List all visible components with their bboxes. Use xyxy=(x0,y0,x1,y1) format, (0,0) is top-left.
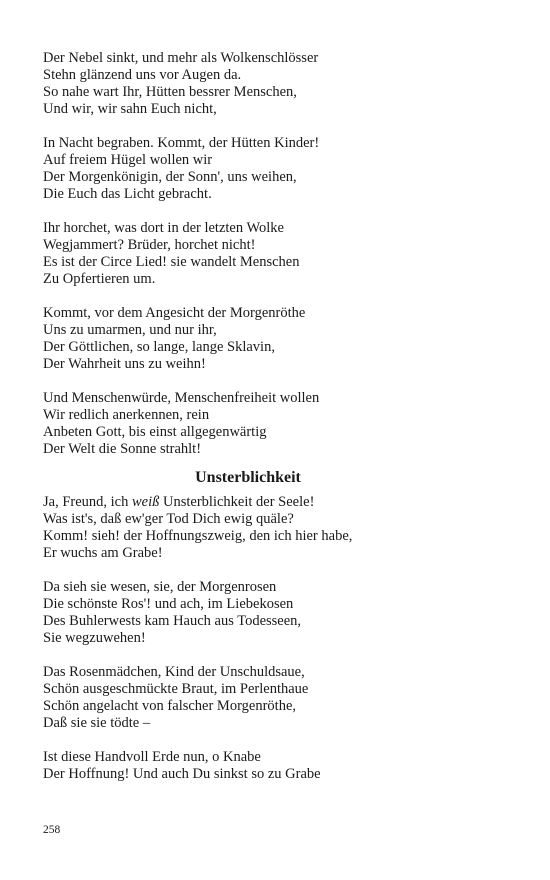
verse-line: So nahe wart Ihr, Hütten bessrer Menschen, xyxy=(43,84,297,100)
verse-line: In Nacht begraben. Kommt, der Hütten Kinder! xyxy=(43,135,320,151)
emphasized-word: weiß xyxy=(132,494,160,510)
verse-line: Anbeten Gott, bis einst allgegenwärtig xyxy=(43,424,267,440)
stanza xyxy=(43,220,513,288)
verse-line: Wegjammert? Brüder, horchet nicht! xyxy=(43,237,256,253)
verse-line: Sie wegzuwehen! xyxy=(43,630,146,646)
verse-line: Schön angelacht von falscher Morgenröthe, xyxy=(43,698,296,714)
stanza xyxy=(43,50,513,118)
verse-line: Auf freiem Hügel wollen wir xyxy=(43,152,213,168)
stanza xyxy=(43,664,513,732)
verse-line: Die schönste Ros'! und ach, im Liebekosen xyxy=(43,596,294,612)
verse-line: Wir redlich anerkennen, rein xyxy=(43,407,210,423)
verse-line-text: Ja, Freund, ich xyxy=(43,494,132,510)
verse-line: Der Wahrheit uns zu weihn! xyxy=(43,356,206,372)
page-number: 258 xyxy=(43,824,61,836)
verse-line: Kommt, vor dem Angesicht der Morgenröthe xyxy=(43,305,306,321)
stanza-gap xyxy=(43,288,513,305)
verse-line: Er wuchs am Grabe! xyxy=(43,545,163,561)
verse-line: Und wir, wir sahn Euch nicht, xyxy=(43,101,217,117)
verse-line: Daß sie sie tödte – xyxy=(43,715,151,731)
text-block xyxy=(43,50,513,783)
verse-line: Uns zu umarmen, und nur ihr, xyxy=(43,322,217,338)
verse-line: Des Buhlerwests kam Hauch aus Todesseen, xyxy=(43,613,302,629)
poem-1 xyxy=(43,50,513,458)
verse-line: Die Euch das Licht gebracht. xyxy=(43,186,212,202)
verse-line: Der Göttlichen, so lange, lange Sklavin, xyxy=(43,339,275,355)
stanza xyxy=(43,305,513,373)
stanza xyxy=(43,749,513,783)
stanza-gap xyxy=(43,647,513,664)
verse-line: Das Rosenmädchen, Kind der Unschuldsaue, xyxy=(43,664,305,680)
stanza xyxy=(43,135,513,203)
poem-2 xyxy=(43,468,513,783)
verse-line: Der Nebel sinkt, und mehr als Wolkenschlösser xyxy=(43,50,319,66)
verse-line: Der Hoffnung! Und auch Du sinkst so zu Grabe xyxy=(43,766,321,782)
verse-line: Es ist der Circe Lied! sie wandelt Menschen xyxy=(43,254,300,270)
verse-line: Und Menschenwürde, Menschenfreiheit wollen xyxy=(43,390,320,406)
verse-line: Zu Opfertieren um. xyxy=(43,271,156,287)
verse-line: Ist diese Handvoll Erde nun, o Knabe xyxy=(43,749,261,765)
verse-line: Komm! sieh! der Hoffnungszweig, den ich hier habe, xyxy=(43,528,353,544)
verse-line xyxy=(43,494,513,511)
verse-line: Da sieh sie wesen, sie, der Morgenrosen xyxy=(43,579,277,595)
stanza xyxy=(43,579,513,647)
verse-line: Schön ausgeschmückte Braut, im Perlenthaue xyxy=(43,681,309,697)
stanza-gap xyxy=(43,732,513,749)
verse-line: Der Welt die Sonne strahlt! xyxy=(43,441,202,457)
verse-line: Ihr horchet, was dort in der letzten Wolke xyxy=(43,220,284,236)
stanza-gap xyxy=(43,373,513,390)
stanza xyxy=(43,390,513,458)
verse-line: Stehn glänzend uns vor Augen da. xyxy=(43,67,242,83)
verse-line-text: Unsterblichkeit der Seele! xyxy=(159,494,315,510)
verse-line: Der Morgenkönigin, der Sonn', uns weihen, xyxy=(43,169,297,185)
poem-title: Unsterblichkeit xyxy=(195,469,301,486)
stanza-gap xyxy=(43,562,513,579)
stanza-gap xyxy=(43,203,513,220)
stanza-gap xyxy=(43,118,513,135)
verse-line: Was ist's, daß ew'ger Tod Dich ewig quäle? xyxy=(43,511,294,527)
stanza xyxy=(43,494,513,562)
